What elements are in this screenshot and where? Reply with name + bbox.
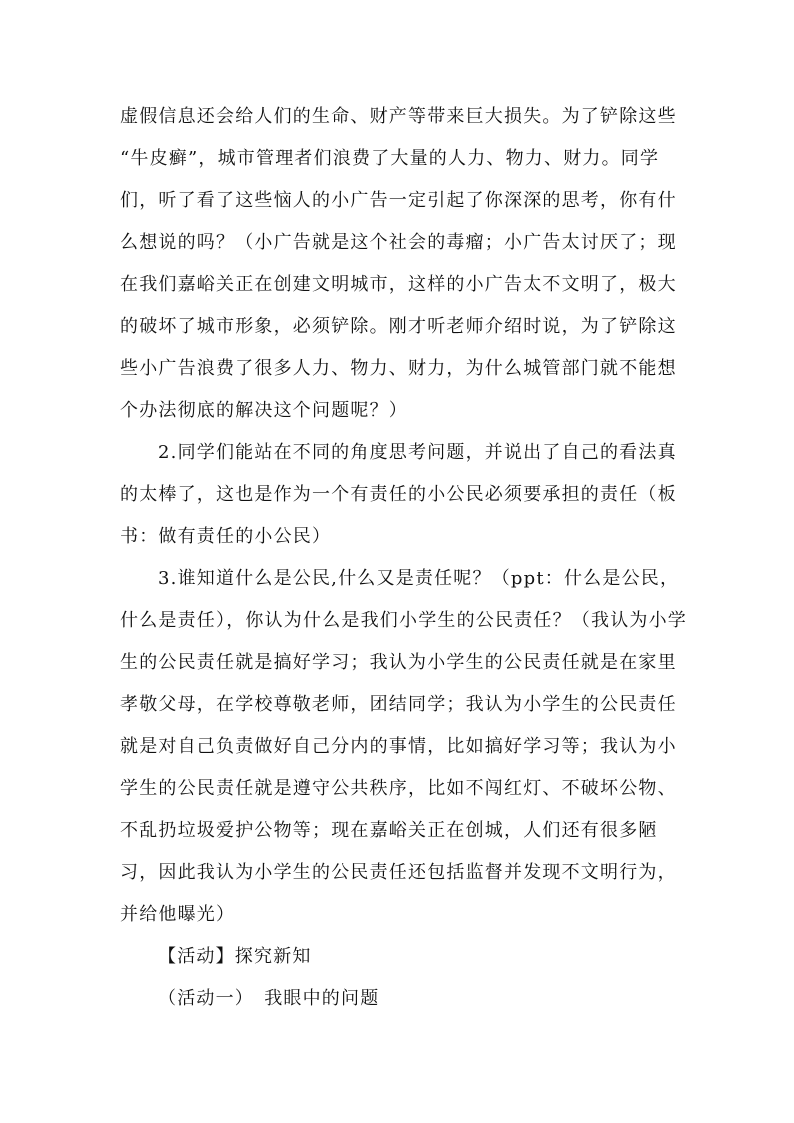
paragraph-1-line-7: 些小广告浪费了很多人力、物力、财力，为什么城管部门就不能想 [120,358,677,379]
paragraph-3-line-7: 不乱扔垃圾爱护公物等；现在嘉峪关正在创城，人们还有很多陋 [120,820,658,841]
paragraph-3-line-1: 3.谁知道什么是公民,什么又是责任呢？（ppt：什么是公民， [158,568,680,589]
paragraph-3-line-8: 习，因此我认为小学生的公民责任还包括监督并发现不文明行为， [120,862,677,883]
paragraph-1-line-6: 的破坏了城市形象，必须铲除。刚才听老师介绍时说，为了铲除这 [120,316,677,337]
activity-heading: 【活动】探究新知 [158,946,312,967]
paragraph-1-line-4: 么想说的吗？（小广告就是这个社会的毒瘤；小广告太讨厌了；现 [120,232,677,253]
activity-one-title: （活动一） 我眼中的问题 [158,988,380,1009]
paragraph-1-line-2: “牛皮癣”，城市管理者们浪费了大量的人力、物力、财力。同学 [120,148,660,169]
paragraph-3-line-3: 生的公民责任就是搞好学习；我认为小学生的公民责任就是在家里 [120,652,677,673]
paragraph-3-line-6: 学生的公民责任就是遵守公共秩序，比如不闯红灯、不破坏公物、 [120,778,677,799]
paragraph-3-line-9: 并给他曝光） [120,904,236,925]
paragraph-1-line-3: 们，听了看了这些恼人的小广告一定引起了你深深的思考，你有什 [120,190,677,211]
paragraph-1-line-1: 虚假信息还会给人们的生命、财产等带来巨大损失。为了铲除这些 [120,106,677,127]
paragraph-3-line-2: 什么是责任），你认为什么是我们小学生的公民责任？（我认为小学 [120,610,687,631]
paragraph-2-line-2: 的太棒了，这也是作为一个有责任的小公民必须要承担的责任（板 [120,484,677,505]
paragraph-3-line-4: 孝敬父母，在学校尊敬老师，团结同学；我认为小学生的公民责任 [120,694,677,715]
paragraph-2-line-1: 2.同学们能站在不同的角度思考问题，并说出了自己的看法真 [158,442,677,463]
paragraph-1-line-5: 在我们嘉峪关正在创建文明城市，这样的小广告太不文明了，极大 [120,274,677,295]
paragraph-1-line-8: 个办法彻底的解决这个问题呢？） [120,400,408,421]
paragraph-3-line-5: 就是对自己负责做好自己分内的事情，比如搞好学习等；我认为小 [120,736,677,757]
paragraph-2-line-3: 书：做有责任的小公民） [120,526,332,547]
